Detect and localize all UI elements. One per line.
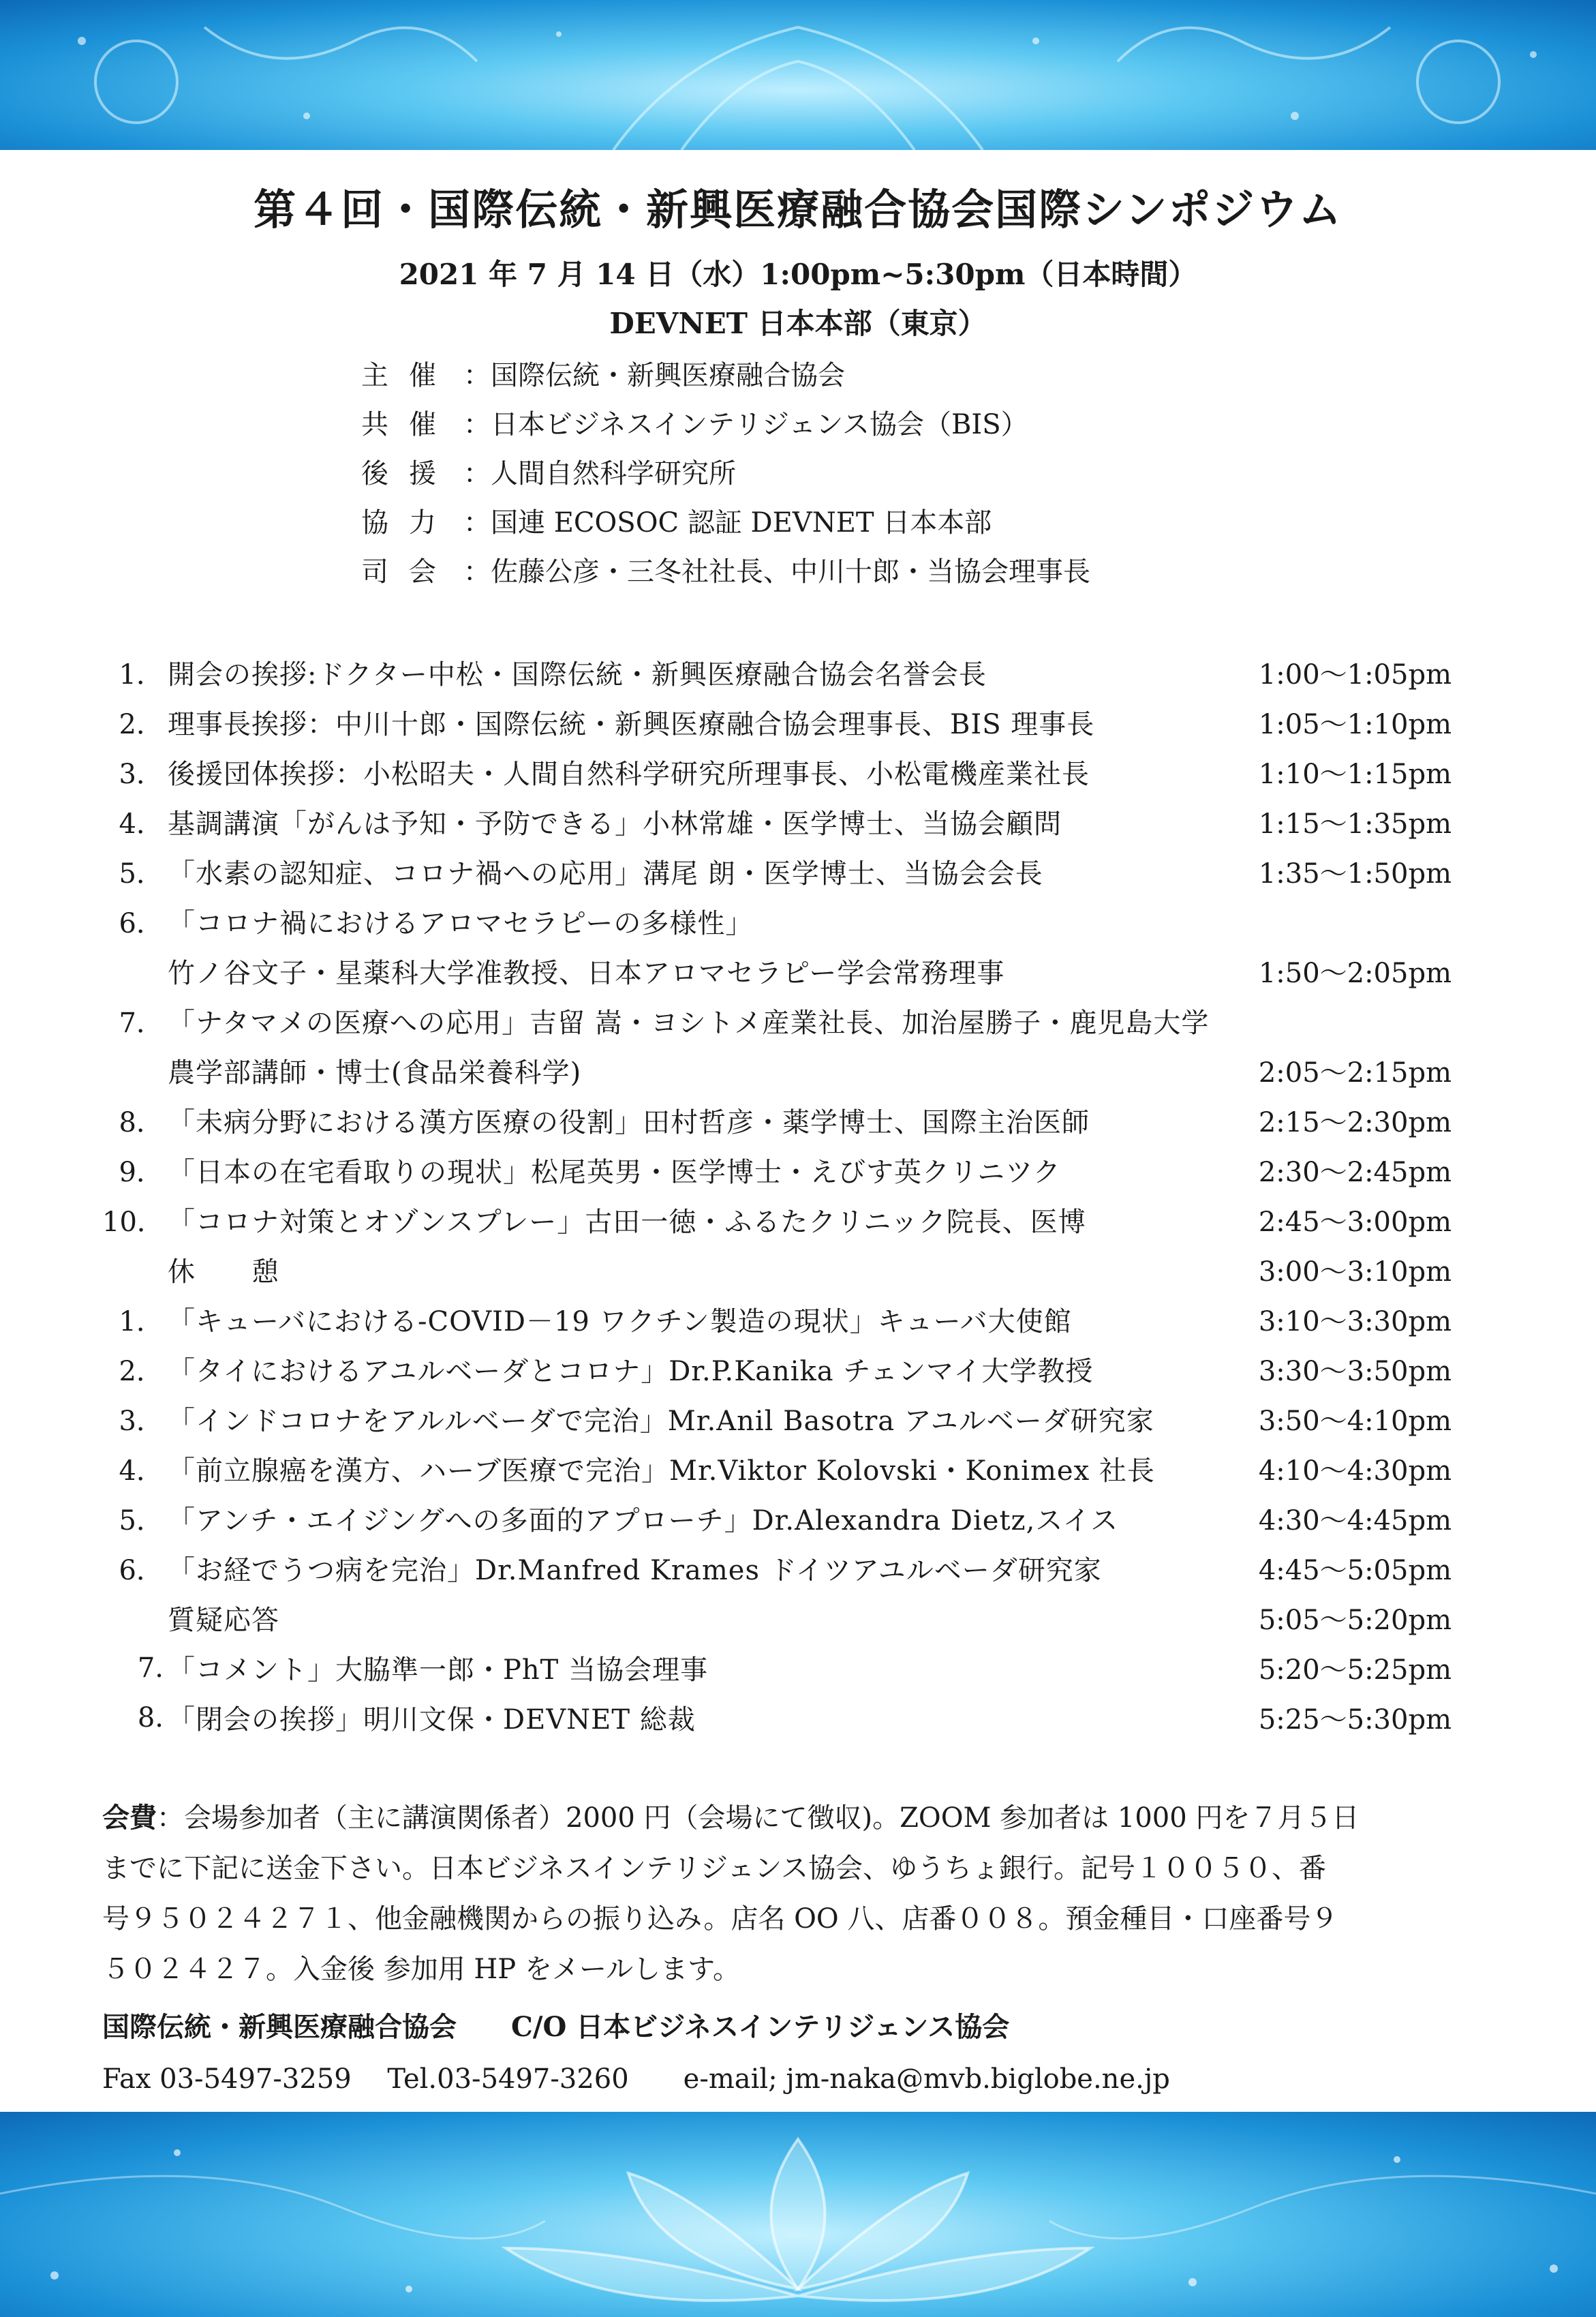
organizer-row [361,400,1090,449]
program-item [102,1693,1452,1742]
lotus-ornament-icon [0,2112,1596,2317]
organizer-value: ：日本ビジネスインテリジェンス協会（BIS） [463,409,1028,440]
program-number: 1． [119,659,164,691]
program-item [102,1145,1452,1195]
program-item [102,1394,1452,1444]
program-time: 5:20～5:25pm [1258,1654,1452,1686]
program-number: 1． [119,1306,164,1337]
program-number: 2． [119,1356,164,1387]
program-text: 後援団体挨拶：小松昭夫・人間自然科学研究所理事長、小松電機産業社長 [168,759,1090,790]
program-number: 8. [137,1701,164,1733]
program-number: 9． [119,1157,164,1188]
program-time: 1:10～1:15pm [1258,759,1452,790]
program-text: 「キューバにおける-COVID－19 ワクチン製造の現状」キューバ大使館 [168,1306,1072,1337]
organizer-row [361,498,1090,547]
program-text: 「お経でうつ病を完治」Dr.Manfred Krames ドイツアユルベーダ研究家 [168,1555,1102,1586]
program-text: 「ナタマメの医療への応用」吉留 嵩・ヨシトメ産業社長、加治屋勝子・鹿児島大学 [168,1008,1210,1039]
program-time: 1:05～1:10pm [1258,709,1452,740]
program-text: 農学部講師・博士(食品栄養科学) [168,1057,582,1089]
program-text: 「閉会の挨拶」明川文保・DEVNET 総裁 [168,1704,696,1736]
organizer-row [361,449,1090,498]
program-schedule [102,648,1452,1742]
fee-line: 号９５０２４２７１、他金融機関からの振り込み。店名 OO 八、店番００８。預金種目・口座番号９ [102,1903,1338,1935]
program-item [102,847,1452,896]
program-time: 3:50～4:10pm [1258,1406,1452,1437]
program-text: 「アンチ・エイジングへの多面的アプローチ」Dr.Alexandra Dietz,スイス [168,1505,1119,1536]
program-item [102,996,1452,1046]
program-text: 竹ノ谷文子・星薬科大学准教授、日本アロマセラピー学会常務理事 [168,958,1005,989]
organizer-list [361,351,1090,596]
program-text: 「前立腺癌を漢方、ハーブ医療で完治」Mr.Viktor Kolovski・Konimex 社長 [168,1455,1155,1487]
page-title: 第４回・国際伝統・新興医療融合協会国際シンポジウム [254,185,1342,234]
program-text: 「タイにおけるアユルベーダとコロナ」Dr.P.Kanika チェンマイ大学教授 [168,1356,1094,1387]
contact-details: Fax 03-5497-3259 Tel.03-5497-3260 e-mail; jm-naka@mvb.biglobe.ne.jp [102,2063,1170,2095]
organizer-value: ：国際伝統・新興医療融合協会 [463,360,845,391]
program-text: 基調講演「がんは予知・予防できる」小林常雄・医学博士、当協会顧問 [168,808,1062,840]
program-time: 1:35～1:50pm [1258,858,1452,890]
organizer-value: ：人間自然科学研究所 [463,458,736,489]
program-text: 質疑応答 [168,1605,279,1636]
program-time: 1:15～1:35pm [1258,808,1452,840]
program-item [102,1494,1452,1543]
contact-organization: 国際伝統・新興医療融合協会 C/O 日本ビジネスインテリジェンス協会 [102,2011,1010,2043]
fee-line [102,1793,1465,1843]
program-number: 7． [119,1008,164,1039]
program-text: 「インドコロナをアルルベーダで完治」Mr.Anil Basotra アユルベーダ研究家 [168,1406,1154,1437]
program-item [102,1245,1452,1294]
fee-section [102,1793,1465,1995]
program-item [102,747,1452,797]
program-number: 3． [119,759,164,790]
organizer-value: ：佐藤公彦・三冬社社長、中川十郎・当協会理事長 [463,556,1090,588]
program-item [102,1643,1452,1693]
program-item [102,1095,1452,1145]
program-time: 3:30～3:50pm [1258,1356,1452,1387]
event-date: 2021 年 7 月 14 日（水）1:00pm~5:30pm（日本時間） [399,258,1197,291]
program-time: 3:10～3:30pm [1258,1306,1452,1337]
program-text: 「コロナ禍におけるアロマセラピーの多様性」 [168,908,754,939]
program-number: 10． [102,1207,164,1238]
program-item [102,1344,1452,1394]
program-text: 休 憩 [168,1256,279,1288]
program-time: 4:45～5:05pm [1258,1555,1452,1586]
program-time: 1:50～2:05pm [1258,958,1452,989]
program-text: 「未病分野における漢方医療の役割」田村哲彦・薬学博士、国際主治医師 [168,1107,1090,1138]
program-number: 6． [119,1555,164,1586]
top-decorative-banner [0,0,1596,150]
program-number: 7. [137,1652,164,1684]
program-number: 8． [119,1107,164,1138]
program-item [102,946,1452,996]
program-number: 6． [119,908,164,939]
program-time: 2:15～2:30pm [1258,1107,1452,1138]
program-time: 2:30～2:45pm [1258,1157,1452,1188]
program-time: 5:25～5:30pm [1258,1704,1452,1736]
fee-text: ：会場参加者（主に講演関係者）2000 円（会場にて徴収)。ZOOM 参加者は 1000 円を７月５日 [157,1802,1360,1834]
organizer-value: ：国連 ECOSOC 認証 DEVNET 日本本部 [463,507,992,539]
organizer-label: 後援 [361,458,457,489]
program-text: 「水素の認知症、コロナ禍への応用」溝尾 朗・医学博士、当協会会長 [168,858,1043,890]
program-time: 1:00～1:05pm [1258,659,1452,691]
event-venue: DEVNET 日本本部（東京） [609,307,987,340]
program-item [102,896,1452,946]
fee-line: までに下記に送金下さい。日本ビジネスインテリジェンス協会、ゆうちょ銀行。記号１００５０、番 [102,1853,1326,1884]
program-number: 5． [119,858,164,890]
organizer-label: 協力 [361,507,457,539]
program-number: 5． [119,1505,164,1536]
program-number: 2． [119,709,164,740]
floral-ornament-icon [0,0,1596,150]
program-text: 「コメント」大脇準一郎・PhT 当協会理事 [168,1654,709,1686]
program-item [102,797,1452,847]
program-item [102,1046,1452,1095]
program-number: 4． [119,808,164,840]
program-item [102,697,1452,747]
organizer-label: 共催 [361,409,457,440]
program-time: 4:30～4:45pm [1258,1505,1452,1536]
organizer-row [361,547,1090,596]
program-number: 4． [119,1455,164,1487]
program-time: 4:10～4:30pm [1258,1455,1452,1487]
organizer-label: 主催 [361,360,457,391]
program-time: 5:05～5:20pm [1258,1605,1452,1636]
program-time: 2:05～2:15pm [1258,1057,1452,1089]
program-item [102,1195,1452,1245]
program-item [102,1543,1452,1593]
organizer-row [361,351,1090,400]
program-item [102,648,1452,697]
program-item [102,1294,1452,1344]
program-number: 3． [119,1406,164,1437]
program-time: 3:00～3:10pm [1258,1256,1452,1288]
program-text: 開会の挨拶:ドクター中松・国際伝統・新興医療融合協会名誉会長 [168,659,987,691]
organizer-label: 司会 [361,556,457,588]
program-time: 2:45～3:00pm [1258,1207,1452,1238]
program-item [102,1593,1452,1643]
program-text: 「コロナ対策とオゾンスプレー」古田一徳・ふるたクリニック院長、医博 [168,1207,1086,1238]
program-item [102,1444,1452,1494]
fee-line: ５０２４２７。入金後 参加用 HP をメールします。 [102,1954,740,1985]
bottom-decorative-banner [0,2112,1596,2317]
fee-label: 会費 [102,1802,157,1834]
program-text: 理事長挨拶：中川十郎・国際伝統・新興医療融合協会理事長、BIS 理事長 [168,709,1095,740]
program-text: 「日本の在宅看取りの現状」松尾英男・医学博士・えびす英クリニツク [168,1157,1061,1188]
